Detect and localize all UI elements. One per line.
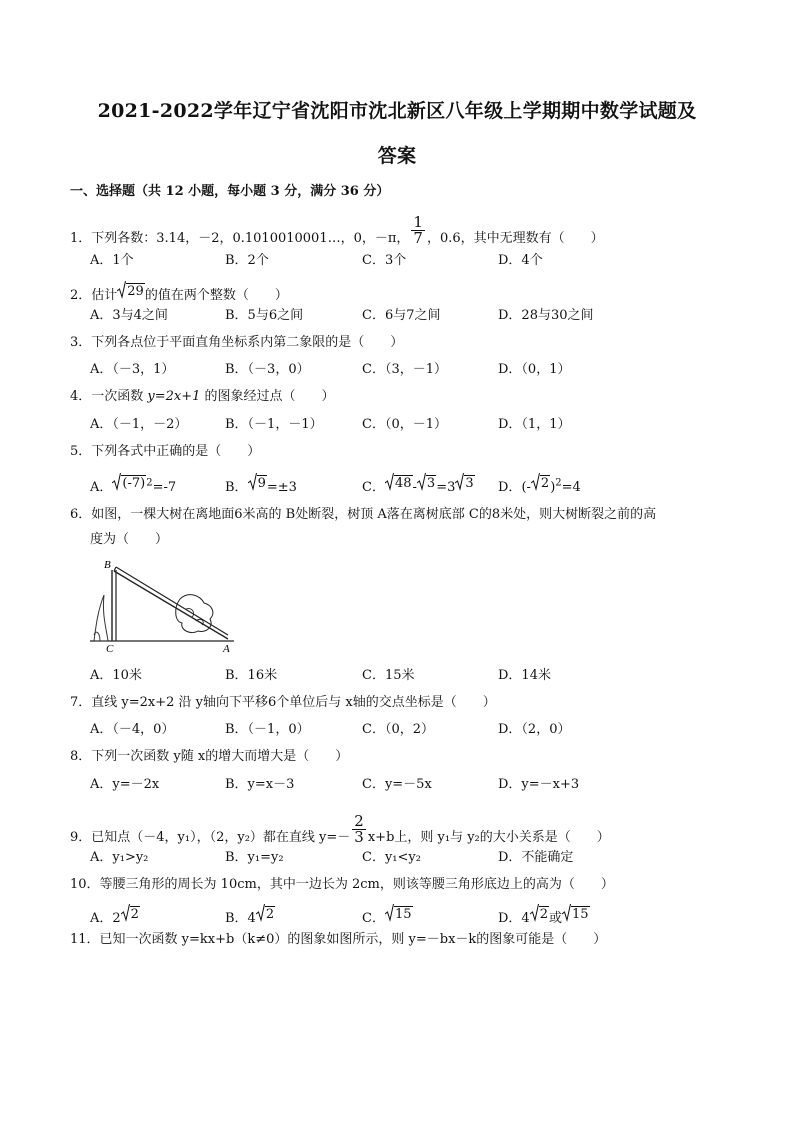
q5-option-b: B． 9 =±3 (225, 472, 297, 497)
question-10-stem: 10．等腰三角形的周长为 10cm，其中一边长为 2cm，则该等腰三角形底边上的高为（ ） (70, 877, 614, 892)
question-3-stem: 3．下列各点位于平面直角坐标系内第二象限的是（ ） (70, 335, 404, 350)
q1-option-b: B．2个 (225, 253, 269, 268)
section-heading: 一、选择题（共 12 小题，每小题 3 分，满分 36 分） (70, 184, 390, 199)
q2-option-b: B．5与6之间 (225, 308, 304, 323)
q7-option-d: D．（2，0） (498, 722, 571, 737)
sqrt-expression: 3 (417, 472, 436, 491)
sqrt-expression: 15 (385, 903, 413, 922)
q9-option-d: D．不能确定 (498, 850, 574, 865)
q4-option-a: A．（－1，－2） (90, 417, 188, 432)
q8-option-a: A．y=－2x (90, 777, 160, 792)
page-title: 2021-2022学年辽宁省沈阳市沈北新区八年级上学期期中数学试题及 (97, 100, 697, 122)
fraction: $\frac{2}{3}$ (354, 812, 364, 846)
label-b: B (104, 559, 111, 571)
q6-option-c: C．15米 (362, 668, 415, 683)
sqrt-expression: 9 (248, 472, 267, 491)
fallen-trunk (114, 571, 228, 639)
q1-option-a: A．1个 (90, 253, 134, 268)
question-8-stem: 8．下列一次函数 y随 x的增大而增大是（ ） (70, 749, 349, 764)
sqrt-expression: 2 (256, 903, 275, 922)
q9-option-b: B．y₁=y₂ (225, 850, 284, 865)
sqrt-expression: 15 (562, 903, 590, 922)
sqrt-expression: 2 (121, 903, 140, 922)
q4-option-d: D．（1，1） (498, 417, 571, 432)
sqrt-expression: 2 (531, 472, 550, 491)
q6-option-b: B．16米 (225, 668, 278, 683)
q1-option-d: D．4个 (498, 253, 543, 268)
q10-option-d: D．4 2 或 15 (498, 903, 590, 928)
question-9-stem: 9．已知点（－4，y₁），（2，y₂）都在直线 y=－ $\frac{2}{3}$ x+b上，则 y₁与 y₂的大小关系是（ ） (70, 812, 610, 846)
q4-option-b: B．（－1，－1） (225, 417, 323, 432)
q7-option-a: A．（－4，0） (90, 722, 175, 737)
label-a: A (223, 643, 230, 655)
q9-option-c: C．y₁<y₂ (362, 850, 421, 865)
q3-option-c: C．（3，－1） (362, 362, 447, 377)
question-2-stem: 2．估计 29 的值在两个整数（ ） (70, 280, 288, 305)
q2-option-d: D．28与30之间 (498, 308, 594, 323)
q8-option-d: D．y=－x+3 (498, 777, 580, 792)
q3-option-b: B．（－3，0） (225, 362, 310, 377)
q8-option-b: B．y=x－3 (225, 777, 295, 792)
q10-option-c: C． 15 (362, 903, 413, 928)
bush-shape (94, 595, 108, 641)
question-7-stem: 7．直线 y=2x+2 沿 y轴向下平移6个单位后与 x轴的交点坐标是（ ） (70, 695, 496, 710)
q2-option-a: A．3与4之间 (90, 308, 168, 323)
q8-option-c: C．y=－5x (362, 777, 432, 792)
q7-option-b: B．（－1，0） (225, 722, 310, 737)
label-c: C (106, 643, 114, 655)
q6-option-a: A．10米 (90, 668, 142, 683)
q10-option-b: B．4 2 (225, 903, 275, 928)
q2-option-c: C．6与7之间 (362, 308, 441, 323)
q3-option-a: A．（－3，1） (90, 362, 175, 377)
sqrt-expression: 2 (530, 903, 549, 922)
sqrt-expression: 48 (385, 472, 413, 491)
q5-option-a: A． (-7) $^2$=-7 (90, 472, 176, 497)
q7-option-c: C．（0，2） (362, 722, 434, 737)
question-4-stem: 4．一次函数 y=2x+1 的图象经过点（ ） (70, 389, 335, 404)
page-title-cont: 答案 (377, 145, 417, 167)
q5-option-c: C． 48 - 3 =3 3 (362, 472, 475, 497)
sqrt-29: 29 (117, 280, 145, 299)
broken-tree-figure (88, 555, 238, 655)
fraction: $\frac{1}{7}$ (413, 213, 423, 247)
question-6-stem-cont: 度为（ ） (90, 532, 169, 547)
question-5-stem: 5．下列各式中正确的是（ ） (70, 444, 261, 459)
q3-option-d: D．（0，1） (498, 362, 571, 377)
q1-option-c: C．3个 (362, 253, 407, 268)
q6-option-d: D．14米 (498, 668, 551, 683)
q9-option-a: A．y₁>y₂ (90, 850, 149, 865)
question-11-stem: 11．已知一次函数 y=kx+b（k≠0）的图象如图所示，则 y=－bx－k的图象可能是（ ） (70, 932, 607, 947)
sqrt-expression: (-7) (112, 472, 146, 491)
sqrt-expression: 3 (455, 472, 474, 491)
question-6-stem: 6．如图，一棵大树在离地面6米高的 B处断裂，树顶 A落在离树底部 C的8米处，则大树断裂之前的高 (70, 507, 657, 522)
q5-option-d: D．(- 2 )$^2$=4 (498, 472, 581, 497)
q10-option-a: A．2 2 (90, 903, 140, 928)
question-1-stem: 1．下列各数：3.14，－2，0.1010010001…，0，－π， $\frac{1}{7}$ ，0.6，其中无理数有（ ） (70, 213, 604, 247)
q4-option-c: C．（0，－1） (362, 417, 447, 432)
